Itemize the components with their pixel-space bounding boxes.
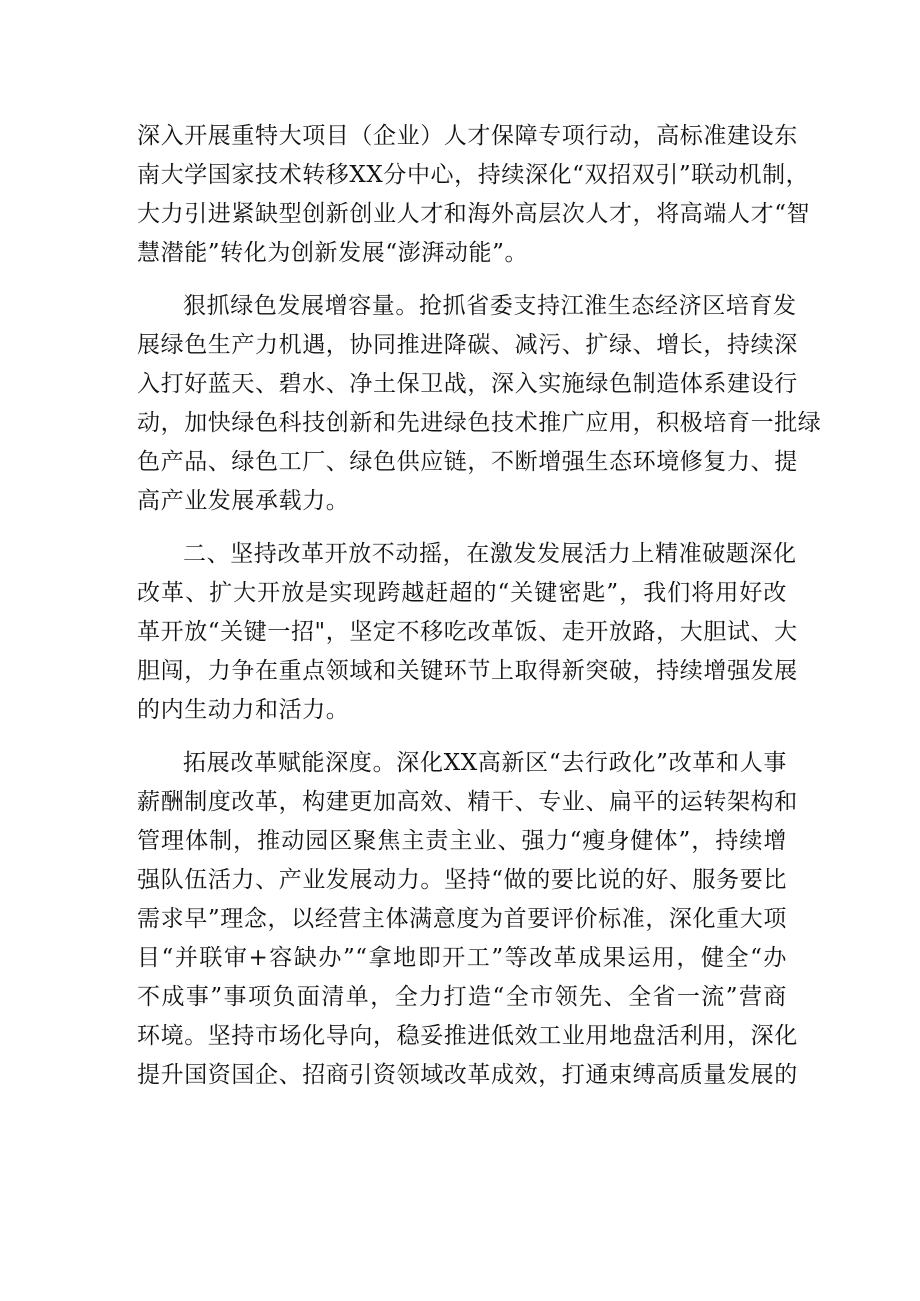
text-line: 改革、扩大开放是实现跨越赶超的“关键密匙”，我们将用好改 <box>137 580 787 606</box>
text-line: 管理体制，推动园区聚焦主责主业、强力“瘦身健体”，持续增 <box>137 828 787 854</box>
text-line: 狠抓绿色发展增容量。抢抓省委支持江淮生态经济区培育发 <box>183 293 797 319</box>
text-line: 环境。坚持市场化导向，稳妥推进低效工业用地盘活利用，深化 <box>137 1023 798 1049</box>
text-line: 南大学国家技术转移XX分中心，持续深化“双招双引”联动机制， <box>137 162 810 188</box>
text-line: 不成事”事项负面清单，全力打造“全市领先、全省一流”营商 <box>137 984 787 1010</box>
text-line: 提升国资国企、招商引资领域改革成效，打通束缚高质量发展的 <box>137 1062 798 1088</box>
document-body <box>137 117 822 1095</box>
text-line: 深入开展重特大项目（企业）人才保障专项行动，高标准建设东 <box>137 123 798 149</box>
text-line: 薪酬制度改革，构建更加高效、精干、专业、扁平的运转架构和 <box>137 789 798 815</box>
text-line: 大力引进紧缺型创新创业人才和海外高层次人才，将高端人才“智 <box>137 201 811 227</box>
text-line: 强队伍活力、产业发展动力。坚持“做的要比说的好、服务要比 <box>137 867 787 893</box>
paragraph <box>137 117 811 273</box>
text-line: 高产业发展承载力。 <box>137 488 350 514</box>
paragraph <box>137 535 798 730</box>
paragraph <box>137 744 798 1095</box>
text-line: 的内生动力和活力。 <box>137 697 350 723</box>
text-line: 展绿色生产力机遇，协同推进降碳、减污、扩绿、增长，持续深 <box>137 332 798 358</box>
text-line: 动，加快绿色科技创新和先进绿色技术推广应用，积极培育一批绿 <box>137 410 822 436</box>
text-line: 入打好蓝天、碧水、净土保卫战，深入实施绿色制造体系建设行 <box>137 371 798 397</box>
text-line: 色产品、绿色工厂、绿色供应链，不断增强生态环境修复力、提 <box>137 449 798 475</box>
text-line: 革开放“关键一招"，坚定不移吃改革饭、走开放路，大胆试、大 <box>137 619 798 645</box>
text-line: 慧潜能”转化为创新发展“澎湃动能”。 <box>137 240 529 266</box>
text-line: 二、坚持改革开放不动摇，在激发发展活力上精准破题深化 <box>183 541 797 567</box>
paragraph <box>137 287 822 521</box>
text-line: 拓展改革赋能深度。深化XX高新区“去行政化”改革和人事 <box>183 750 787 776</box>
text-line: 胆闯，力争在重点领域和关键环节上取得新突破，持续增强发展 <box>137 658 798 684</box>
text-line: 需求早”理念，以经营主体满意度为首要评价标准，深化重大项 <box>137 906 787 932</box>
text-line: 目“并联审+容缺办”“拿地即开工”等改革成果运用，健全“办 <box>137 945 787 971</box>
